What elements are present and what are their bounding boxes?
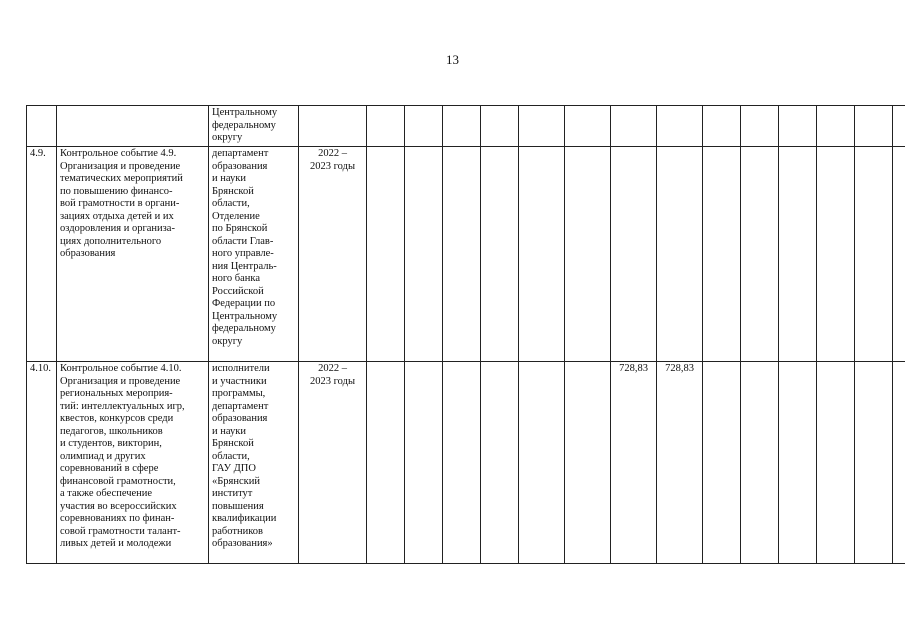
- value-cell: [855, 147, 893, 362]
- executor-cell: Центральному федеральному округу: [209, 106, 299, 147]
- value-cell: [519, 362, 565, 564]
- value-cell: [703, 362, 741, 564]
- value-cell: [565, 147, 611, 362]
- value-cell: [611, 147, 657, 362]
- value-cell: [611, 106, 657, 147]
- value-cell: [779, 106, 817, 147]
- value-cell: [519, 147, 565, 362]
- table-row: [27, 106, 905, 147]
- funding-value: 728,83: [611, 362, 657, 564]
- program-table: [26, 105, 905, 564]
- value-cell: [443, 147, 481, 362]
- value-cell: [741, 147, 779, 362]
- value-cell: [405, 147, 443, 362]
- value-cell: [367, 362, 405, 564]
- value-cell: [817, 147, 855, 362]
- value-cell: [741, 362, 779, 564]
- event-description: Контрольное событие 4.9. Организация и проведение тематических мероприятий по повышению финансо- вой грамотности в органи- зациях отдыха детей и их оздоровления и организа- циях дополнительного образования: [57, 147, 209, 362]
- value-cell: [893, 106, 905, 147]
- value-cell: [481, 147, 519, 362]
- value-cell: [481, 362, 519, 564]
- value-cell: [443, 106, 481, 147]
- period-cell: 2022 – 2023 годы: [299, 147, 367, 362]
- executor-cell: исполнители и участники программы, департамент образования и науки Брянской области, ГАУ ДПО «Брянский институт повышения квалификации работников образования»: [209, 362, 299, 564]
- value-cell: [703, 106, 741, 147]
- value-cell: [405, 362, 443, 564]
- value-cell: [703, 147, 741, 362]
- value-cell: [741, 106, 779, 147]
- value-cell: [565, 106, 611, 147]
- value-cell: [367, 106, 405, 147]
- value-cell: [855, 106, 893, 147]
- value-cell: [405, 106, 443, 147]
- value-cell: [855, 362, 893, 564]
- value-cell: [657, 106, 703, 147]
- value-cell: [817, 106, 855, 147]
- value-cell: [779, 147, 817, 362]
- row-number: 4.10.: [27, 362, 57, 564]
- value-cell: [367, 147, 405, 362]
- value-cell: [779, 362, 817, 564]
- value-cell: [893, 362, 905, 564]
- row-number: [27, 106, 57, 147]
- value-cell: [817, 362, 855, 564]
- executor-cell: департамент образования и науки Брянской области, Отделение по Брянской области Глав- ного управле- ния Централь- ного банка Российской Федерации по Центральному федеральному округу: [209, 147, 299, 362]
- value-cell: [443, 362, 481, 564]
- value-cell: [893, 147, 905, 362]
- table-row: [27, 362, 905, 564]
- event-description: [57, 106, 209, 147]
- period-cell: [299, 106, 367, 147]
- value-cell: [519, 106, 565, 147]
- page-number: 13: [446, 52, 459, 67]
- value-cell: [657, 147, 703, 362]
- table-row: [27, 147, 905, 362]
- value-cell: [565, 362, 611, 564]
- period-cell: 2022 – 2023 годы: [299, 362, 367, 564]
- value-cell: [481, 106, 519, 147]
- funding-value: 728,83: [657, 362, 703, 564]
- event-description: Контрольное событие 4.10. Организация и проведение региональных мероприя- тий: интеллектуальных игр, квестов, конкурсов среди педагогов, школьников и студентов, викторин, олимпиад и других соревнований в сфере финансовой грамотности, а также обеспечение участия во всероссийских соревнованиях по финан- совой грамотности талант- ливых детей и молодежи: [57, 362, 209, 564]
- row-number: 4.9.: [27, 147, 57, 362]
